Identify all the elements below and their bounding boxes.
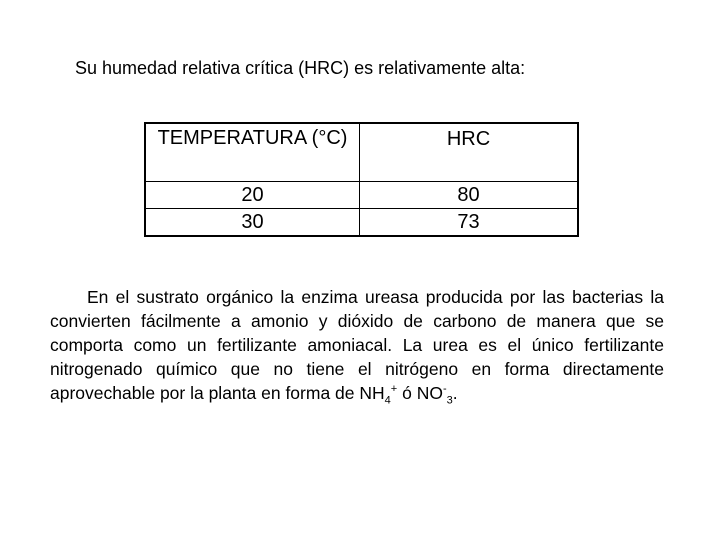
temperature-hrc-table-container [144,122,579,237]
table-row [145,209,578,237]
nh-subscript: 4 [384,394,391,407]
body-paragraph [50,285,664,405]
intro-text: Su humedad relativa crítica (HRC) es relativamente alta: [75,58,526,78]
cell-hrc: 80 [360,182,579,209]
header-temperature: TEMPERATURA (°C) [145,123,360,182]
no-subscript: 3 [446,394,453,407]
temperature-hrc-table [144,122,579,237]
cell-hrc: 73 [360,209,579,237]
no-superscript: - [442,383,447,396]
nh-superscript: + [390,383,398,396]
table-header-row [145,123,578,182]
cell-temperature: 20 [145,182,360,209]
header-hrc: HRC [360,123,579,182]
connector-text: ó [397,383,417,403]
no-base-text: NO [416,383,443,403]
table-row [145,182,578,209]
paragraph-end: . [452,383,458,403]
paragraph-text: En el sustrato orgánico la enzima ureasa producida por las bacterias la convierten fácilmente a amonio y dióxido de carbono de manera que se comporta como un fertilizante amoniacal. La urea es el único fertilizante nitrogenado químico que no tiene el nitrógeno en forma directamente aprovechable por la planta en forma de NH [50,287,664,403]
cell-temperature: 30 [145,209,360,237]
